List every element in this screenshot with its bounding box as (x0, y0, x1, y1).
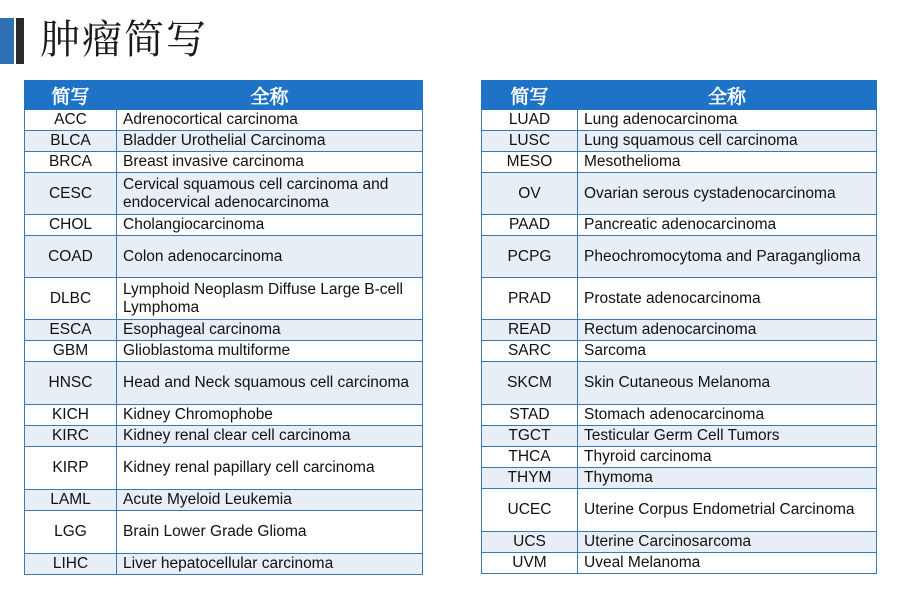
row-code: UVM (482, 553, 578, 574)
row-code: STAD (482, 405, 578, 426)
row-code: CESC (25, 173, 117, 215)
row-full-name: Pancreatic adenocarcinoma (578, 215, 877, 236)
row-code: DLBC (25, 278, 117, 320)
row-code: BRCA (25, 152, 117, 173)
row-full-name: Kidney Chromophobe (117, 405, 423, 426)
table-header-row (482, 81, 877, 110)
row-full-name: Lung squamous cell carcinoma (578, 131, 877, 152)
table-row (25, 173, 423, 215)
table-row (482, 341, 877, 362)
table-row (25, 490, 423, 511)
row-code: KICH (25, 405, 117, 426)
table-row (482, 131, 877, 152)
row-full-name: Prostate adenocarcinoma (578, 278, 877, 320)
table-row (25, 341, 423, 362)
row-full-name: Liver hepatocellular carcinoma (117, 554, 423, 575)
row-code: KIRP (25, 447, 117, 490)
row-full-name: Breast invasive carcinoma (117, 152, 423, 173)
table-row (482, 320, 877, 341)
row-code: LAML (25, 490, 117, 511)
row-code: LIHC (25, 554, 117, 575)
table-row (482, 278, 877, 320)
row-code: HNSC (25, 362, 117, 405)
row-code: SKCM (482, 362, 578, 405)
page-title: 肿瘤简写 (40, 17, 208, 63)
table-row (25, 426, 423, 447)
row-full-name: Pheochromocytoma and Paraganglioma (578, 236, 877, 278)
row-full-name: Head and Neck squamous cell carcinoma (117, 362, 423, 405)
row-full-name: Bladder Urothelial Carcinoma (117, 131, 423, 152)
table-row (482, 152, 877, 173)
row-code: LUSC (482, 131, 578, 152)
row-full-name: Lung adenocarcinoma (578, 110, 877, 131)
table-row (482, 236, 877, 278)
row-code: UCEC (482, 489, 578, 532)
row-full-name: Cholangiocarcinoma (117, 215, 423, 236)
row-code: THCA (482, 447, 578, 468)
row-code: SARC (482, 341, 578, 362)
row-code: LGG (25, 511, 117, 554)
table-row (25, 554, 423, 575)
table-row (482, 215, 877, 236)
table-row (25, 152, 423, 173)
table-header-row (25, 81, 423, 110)
row-code: MESO (482, 152, 578, 173)
row-full-name: Kidney renal clear cell carcinoma (117, 426, 423, 447)
row-code: ACC (25, 110, 117, 131)
table-row (482, 489, 877, 532)
row-full-name: Sarcoma (578, 341, 877, 362)
row-full-name: Uterine Carcinosarcoma (578, 532, 877, 553)
table-row (25, 236, 423, 278)
row-code: THYM (482, 468, 578, 489)
row-full-name: Mesothelioma (578, 152, 877, 173)
table-row (25, 215, 423, 236)
row-code: LUAD (482, 110, 578, 131)
table-row (25, 320, 423, 341)
row-code: TGCT (482, 426, 578, 447)
row-code: CHOL (25, 215, 117, 236)
table-row (482, 362, 877, 405)
row-full-name: Skin Cutaneous Melanoma (578, 362, 877, 405)
table-row (25, 131, 423, 152)
row-full-name: Cervical squamous cell carcinoma and endocervical adenocarcinoma (117, 173, 423, 215)
row-code: OV (482, 173, 578, 215)
table-row (482, 426, 877, 447)
table-row (482, 447, 877, 468)
row-code: BLCA (25, 131, 117, 152)
table-row (482, 405, 877, 426)
abbreviation-table-right (481, 80, 877, 574)
table-row (25, 362, 423, 405)
row-full-name: Acute Myeloid Leukemia (117, 490, 423, 511)
table-row (25, 278, 423, 320)
row-code: KIRC (25, 426, 117, 447)
row-code: UCS (482, 532, 578, 553)
header-abbreviation: 简写 (482, 81, 578, 110)
table-row (25, 110, 423, 131)
row-full-name: Esophageal carcinoma (117, 320, 423, 341)
table-row (482, 110, 877, 131)
row-full-name: Brain Lower Grade Glioma (117, 511, 423, 554)
row-full-name: Kidney renal papillary cell carcinoma (117, 447, 423, 490)
row-full-name: Ovarian serous cystadenocarcinoma (578, 173, 877, 215)
row-code: PAAD (482, 215, 578, 236)
title-accent-bar (0, 18, 14, 64)
row-code: READ (482, 320, 578, 341)
table-row (482, 532, 877, 553)
header-full-name: 全称 (578, 81, 877, 110)
row-full-name: Rectum adenocarcinoma (578, 320, 877, 341)
table-row (482, 553, 877, 574)
row-full-name: Thymoma (578, 468, 877, 489)
row-full-name: Uveal Melanoma (578, 553, 877, 574)
table-row (482, 173, 877, 215)
table-row (482, 468, 877, 489)
row-full-name: Adrenocortical carcinoma (117, 110, 423, 131)
row-full-name: Testicular Germ Cell Tumors (578, 426, 877, 447)
title-accent-bar-secondary (16, 18, 24, 64)
row-code: PCPG (482, 236, 578, 278)
row-code: GBM (25, 341, 117, 362)
row-code: ESCA (25, 320, 117, 341)
row-code: PRAD (482, 278, 578, 320)
header-full-name: 全称 (117, 81, 423, 110)
row-code: COAD (25, 236, 117, 278)
row-full-name: Thyroid carcinoma (578, 447, 877, 468)
table-row (25, 447, 423, 490)
table-row (25, 405, 423, 426)
row-full-name: Glioblastoma multiforme (117, 341, 423, 362)
row-full-name: Colon adenocarcinoma (117, 236, 423, 278)
row-full-name: Stomach adenocarcinoma (578, 405, 877, 426)
abbreviation-table-left (24, 80, 423, 575)
header-abbreviation: 简写 (25, 81, 117, 110)
table-row (25, 511, 423, 554)
row-full-name: Uterine Corpus Endometrial Carcinoma (578, 489, 877, 532)
row-full-name: Lymphoid Neoplasm Diffuse Large B-cell Lymphoma (117, 278, 423, 320)
